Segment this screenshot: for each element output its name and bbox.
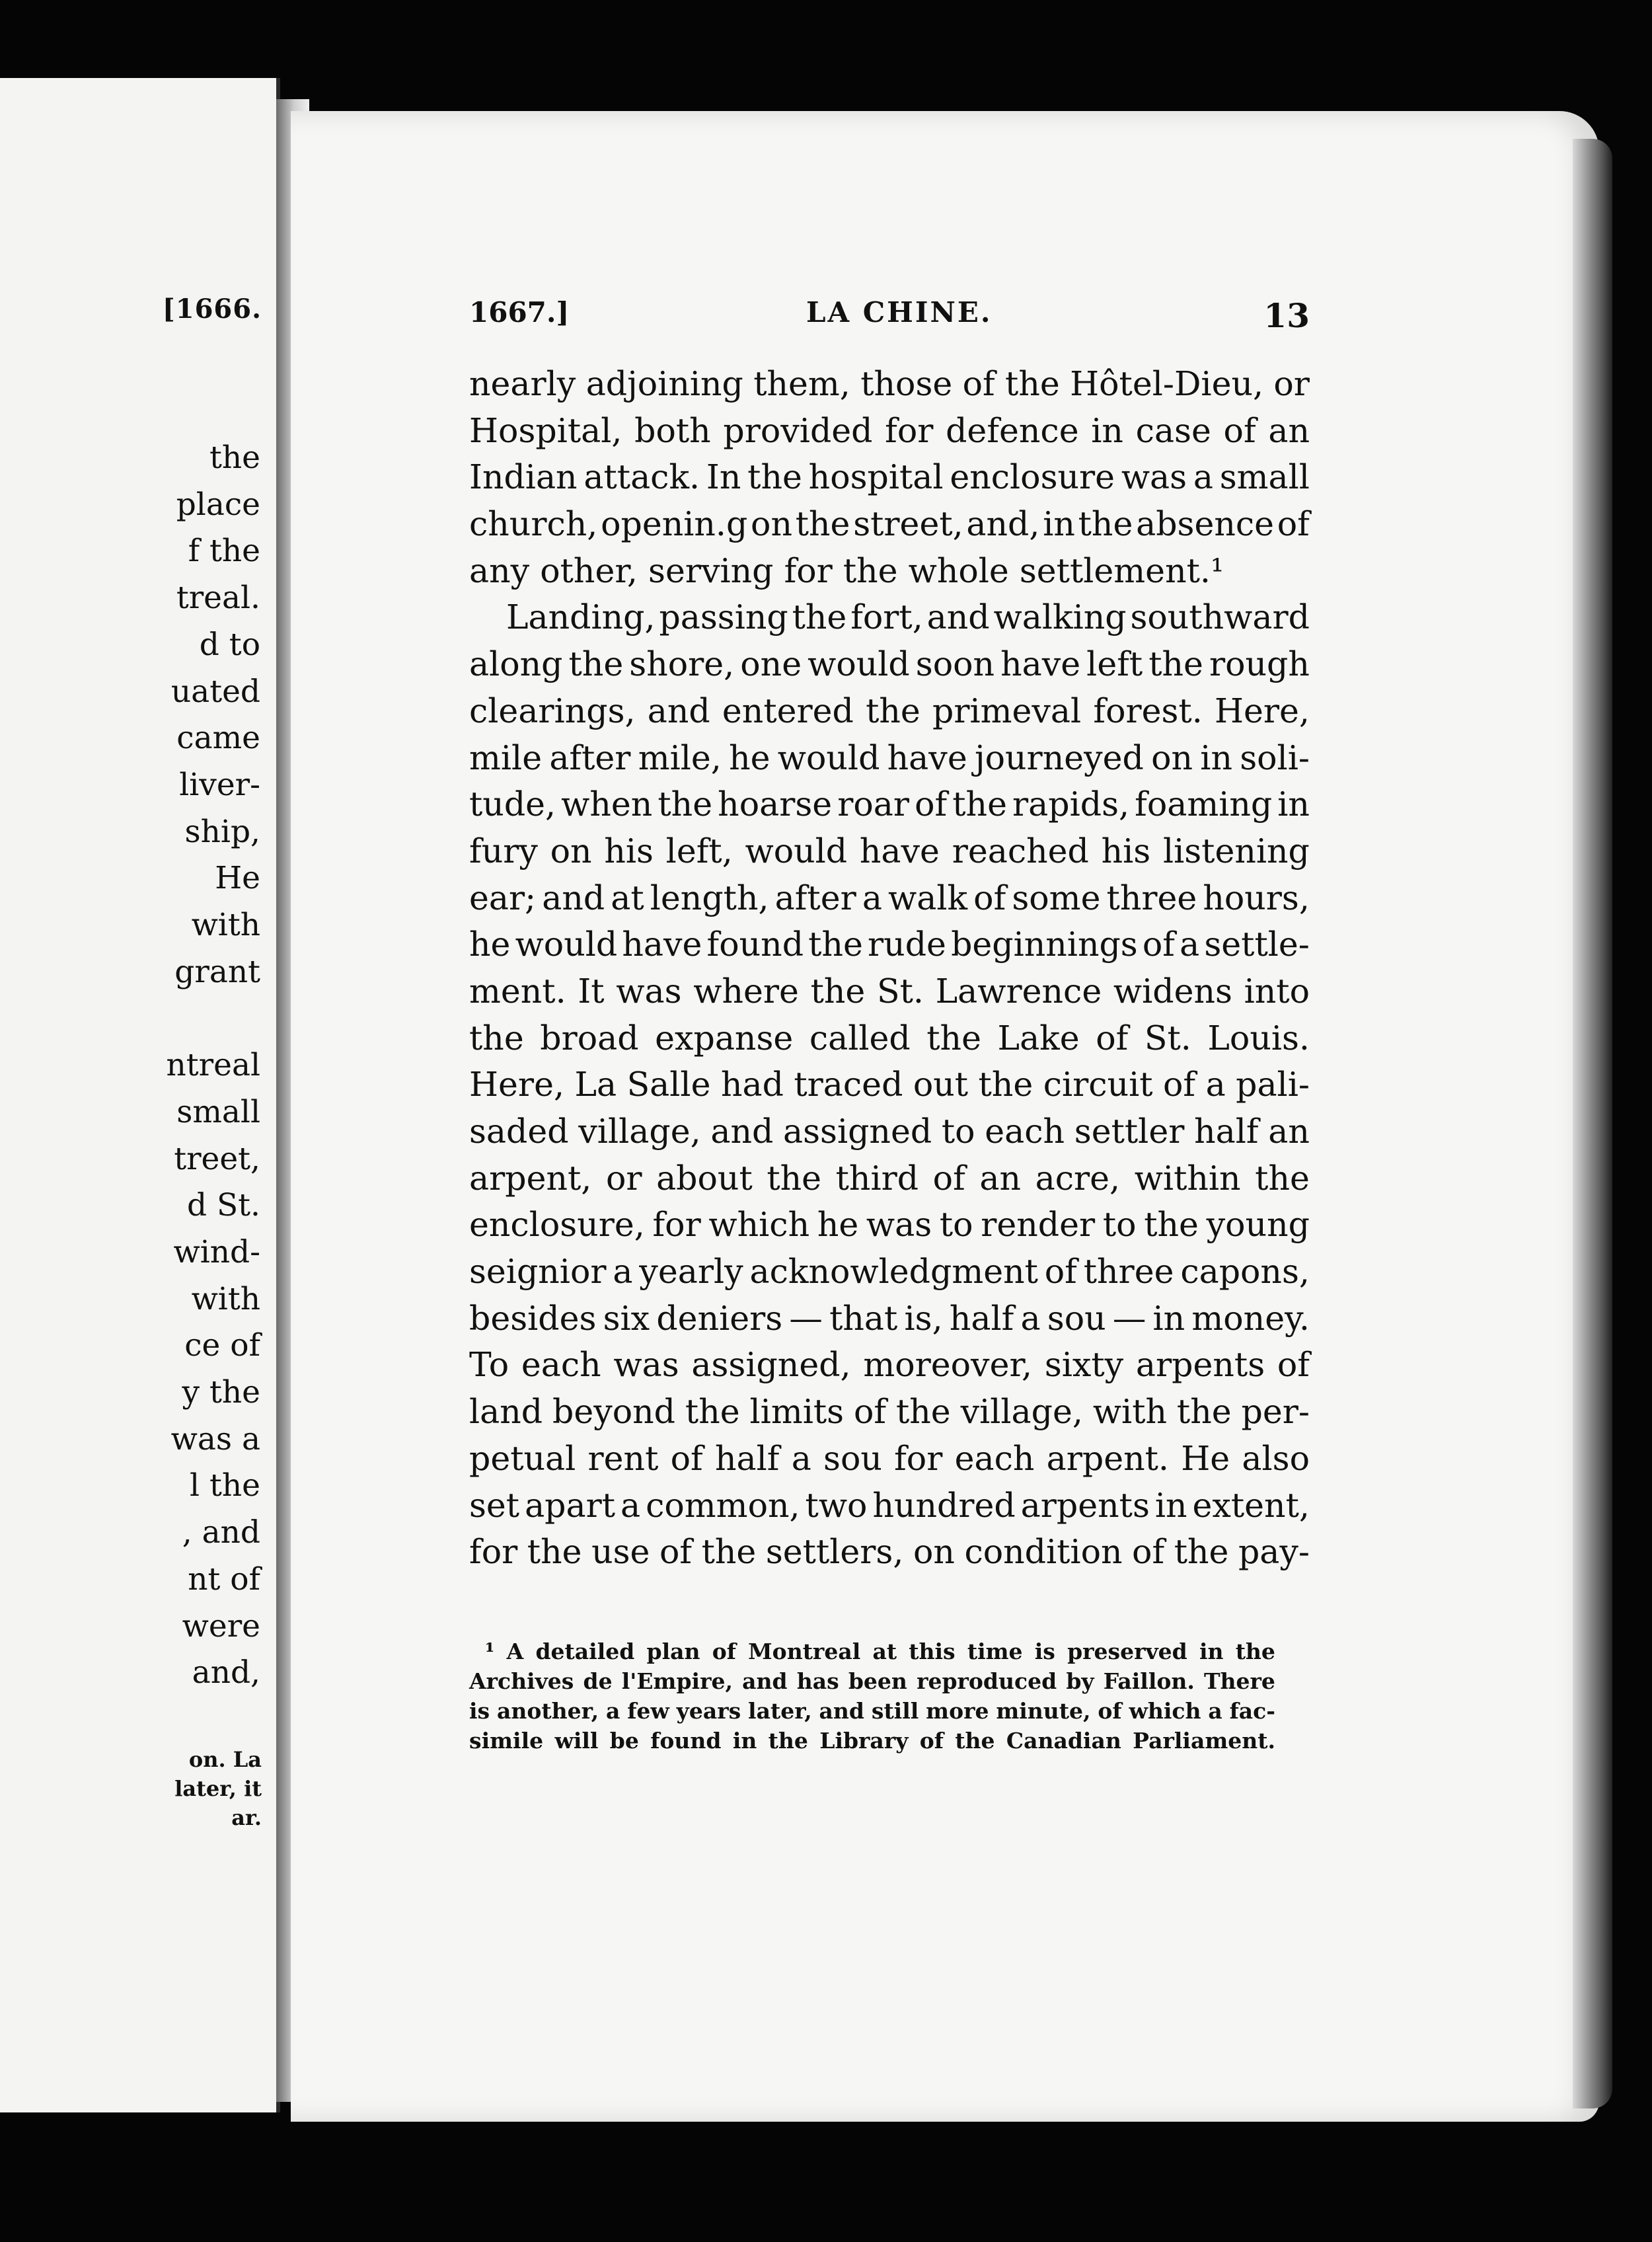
left-line: uated (170, 673, 260, 710)
page-number: 13 (1263, 296, 1310, 335)
left-line: was a (170, 1420, 260, 1457)
body-line: seignior a yearly acknowledgment of three capons, (469, 1252, 1310, 1292)
body-line: petual rent of half a sou for each arpent. He also (469, 1438, 1310, 1478)
footnote-line: is another, a few years later, and still more minute, of which a fac- (469, 1698, 1275, 1724)
left-line: liver- (179, 766, 260, 803)
body-line: fury on his left, would have reached his listening (469, 831, 1310, 870)
left-note-line: later, it (174, 1776, 262, 1801)
body-line: ment. It was where the St. Lawrence widens into (469, 971, 1310, 1011)
left-page (0, 78, 280, 2112)
left-line: grant (174, 953, 260, 990)
left-page-header: [1666. (162, 293, 262, 325)
left-line: , and (182, 1514, 260, 1551)
left-note-line: ar. (231, 1805, 262, 1830)
left-line: with (191, 1280, 260, 1317)
left-line: wind- (173, 1233, 260, 1270)
footnote-line: simile will be found in the Library of the Canadian Parliament. (469, 1728, 1275, 1754)
body-line: saded village, and assigned to each settler half an (469, 1112, 1310, 1151)
body-text (469, 361, 1310, 1576)
left-line: treet, (174, 1140, 260, 1177)
body-line: To each was assigned, moreover, sixty arpents of (469, 1345, 1310, 1385)
body-line: he would have found the rude beginnings of a settle- (469, 925, 1310, 964)
left-line: l the (190, 1467, 260, 1504)
body-line: nearly adjoining them, those of the Hôtel-Dieu, or (469, 364, 1310, 403)
left-line: He (215, 860, 260, 897)
left-page-footnote (174, 1745, 262, 1832)
body-line: any other, serving for the whole settlement.¹ (469, 551, 1224, 590)
footnote (469, 1637, 1275, 1756)
left-line: and, (192, 1654, 260, 1691)
left-line: ship, (184, 813, 260, 850)
footnote-line: ¹ A detailed plan of Montreal at this time is preserved in the (485, 1639, 1275, 1664)
left-line: ntreal (166, 1047, 260, 1084)
body-line: along the shore, one would soon have left the rough (469, 644, 1310, 684)
left-line: ce of (184, 1327, 260, 1364)
body-line: the broad expanse called the Lake of St. Louis. (469, 1018, 1310, 1058)
body-line: set apart a common, two hundred arpents in extent, (469, 1485, 1310, 1525)
left-line: treal. (176, 580, 260, 617)
body-line: arpent, or about the third of an acre, within the (469, 1158, 1310, 1198)
footnote-line: Archives de l'Empire, and has been reproduced by Faillon. There (469, 1668, 1275, 1694)
body-line: church, openin.g on the street, and, in the absence of (469, 504, 1310, 544)
left-line: small (176, 1093, 260, 1130)
body-line: besides six deniers — that is, half a sou — in money. (469, 1298, 1310, 1338)
body-line: ear; and at length, after a walk of some three hours, (469, 878, 1310, 917)
left-line: d St. (186, 1187, 260, 1224)
running-head-title: LA CHINE. (806, 296, 993, 329)
left-line: place (176, 486, 260, 523)
left-line: with (191, 907, 260, 944)
left-line: the (209, 440, 260, 476)
page-edge (1573, 139, 1612, 2108)
body-line: enclosure, for which he was to render to the young (469, 1205, 1310, 1245)
left-page-text (167, 435, 261, 1697)
running-head-year: 1667.] (469, 296, 570, 329)
body-line: Indian attack. In the hospital enclosure was a small (469, 457, 1310, 497)
left-line (167, 995, 261, 1042)
body-line: mile after mile, he would have journeyed on in soli- (469, 738, 1310, 777)
left-line: d to (199, 626, 260, 663)
left-line: f the (188, 533, 260, 570)
body-line: tude, when the hoarse roar of the rapids, foaming in (469, 785, 1310, 824)
running-head (469, 296, 1310, 336)
body-line: Landing, passing the fort, and walking southward (506, 598, 1310, 637)
body-line: clearings, and entered the primeval forest. Here, (469, 691, 1310, 730)
body-line: for the use of the settlers, on condition of the pay- (469, 1532, 1310, 1572)
left-line: nt of (188, 1561, 260, 1598)
body-line: Hospital, both provided for defence in case of an (469, 410, 1310, 450)
left-note-line: on. La (188, 1747, 262, 1772)
left-line: came (176, 720, 260, 757)
body-line: land beyond the limits of the village, with the per- (469, 1392, 1310, 1432)
left-line: y the (182, 1374, 260, 1411)
left-line: were (182, 1607, 260, 1644)
body-line: Here, La Salle had traced out the circuit of a pali- (469, 1065, 1310, 1104)
